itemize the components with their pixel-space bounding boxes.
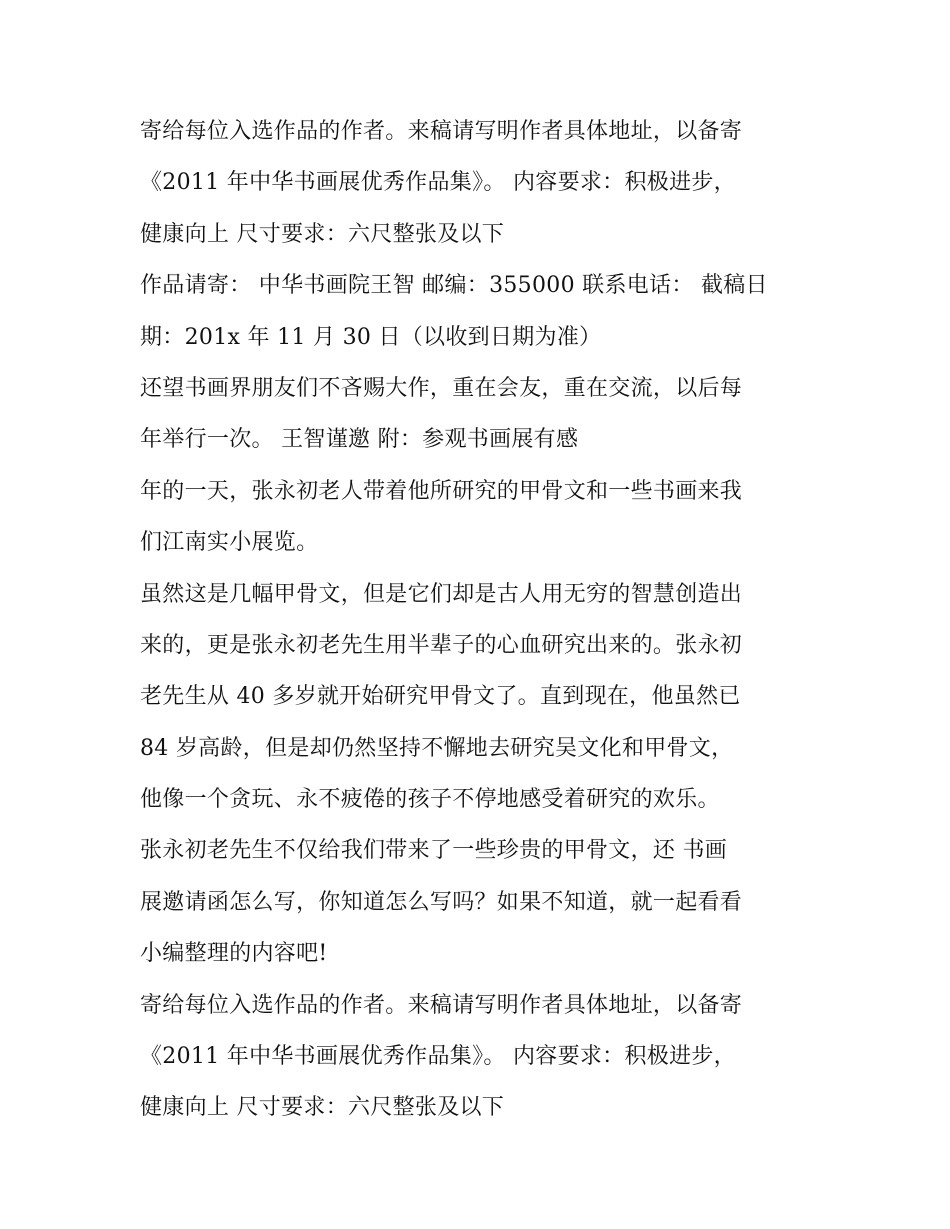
document-body (140, 106, 830, 1134)
text-line: 《2011 年中华书画展优秀作品集》。 内容要求：积极进步， (140, 170, 736, 196)
text-line: 年的一天，张永初老人带着他所研究的甲骨文和一些书画来我 (140, 478, 743, 504)
text-line: 来的，更是张永初老先生用半辈子的心血研究出来的。张永初 (140, 632, 743, 658)
text-line: 寄给每位入选作品的作者。来稿请写明作者具体地址，以备寄 (140, 119, 743, 144)
text-line: 健康向上 尺寸要求：六尺整张及以下 (140, 221, 505, 247)
text-line: 老先生从 40 多岁就开始研究甲骨文了。直到现在，他虽然已 (140, 684, 741, 710)
text-line: 期：201x 年 11 月 30 日（以收到日期为准） (140, 324, 602, 350)
text-line: 小编整理的内容吧! (140, 941, 328, 967)
text-line: 张永初老先生不仅给我们带来了一些珍贵的甲骨文，还 书画 (140, 838, 728, 864)
text-line: 展邀请函怎么写，你知道怎么写吗？如果不知道，就一起看看 (140, 889, 743, 915)
text-line: 《2011 年中华书画展优秀作品集》。 内容要求：积极进步， (140, 1044, 736, 1070)
text-line: 们江南实小展览。 (140, 530, 319, 556)
text-line: 他像一个贪玩、永不疲倦的孩子不停地感受着研究的欢乐。 (140, 787, 720, 813)
text-line: 84 岁高龄，但是却仍然坚持不懈地去研究吴文化和甲骨文， (140, 735, 734, 761)
text-line: 健康向上 尺寸要求：六尺整张及以下 (140, 1095, 505, 1121)
text-line: 虽然这是几幅甲骨文，但是它们却是古人用无穷的智慧创造出 (140, 581, 743, 607)
text-line: 还望书画界朋友们不吝赐大作，重在会友，重在交流，以后每 (140, 375, 743, 401)
text-line: 寄给每位入选作品的作者。来稿请写明作者具体地址，以备寄 (140, 992, 743, 1018)
text-line: 年举行一次。 王智谨邀 附：参观书画展有感 (140, 427, 579, 453)
text-line: 作品请寄： 中华书画院王智 邮编：355000 联系电话： 截稿日 (140, 273, 768, 299)
